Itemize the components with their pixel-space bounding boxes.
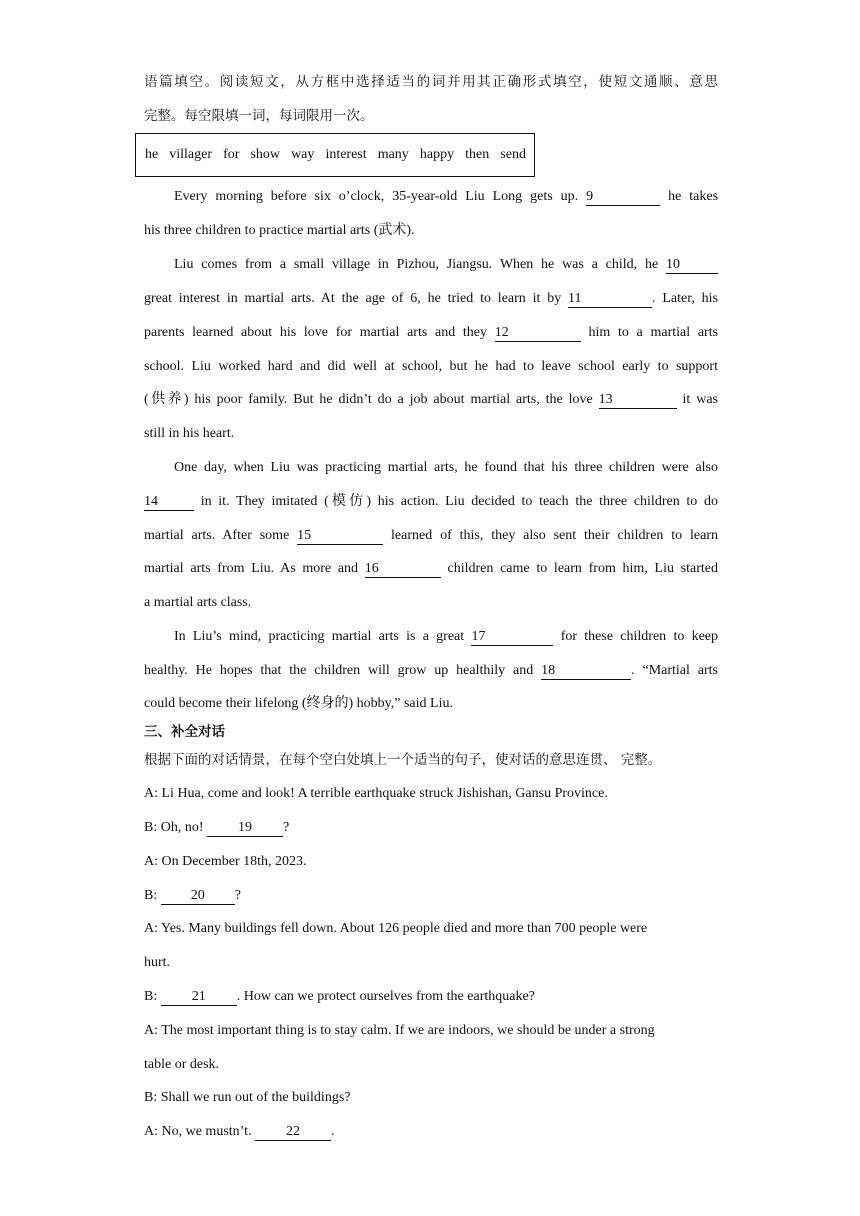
word-box-item: then	[465, 147, 490, 162]
dialogue-text: ?	[283, 820, 290, 835]
dialogue-line: A: The most important thing is to stay calm. If we are indoors, we should be under a strong	[144, 1023, 655, 1038]
blank-16[interactable]: 16	[365, 560, 441, 578]
passage-text: it was	[682, 392, 719, 407]
passage-line	[174, 187, 718, 207]
blank-15[interactable]: 15	[297, 527, 383, 545]
dialogue-line: A: Li Hua, come and look! A terrible earthquake struck Jishishan, Gansu Province.	[144, 786, 608, 801]
passage-line	[144, 390, 718, 410]
passage-text: In Liu’s mind, practicing martial arts is a great	[174, 629, 465, 644]
passage-text: (供养) his poor family. But he didn’t do a job about martial arts, the love	[144, 392, 593, 407]
blank-22[interactable]: 22	[255, 1123, 331, 1141]
passage-line: could become their lifelong (终身的) hobby,” said Liu.	[144, 696, 453, 711]
passage-line	[174, 627, 718, 647]
dialogue-text: B:	[144, 989, 158, 1004]
blank-20[interactable]: 20	[161, 887, 235, 905]
passage-line	[144, 526, 718, 546]
blank-12[interactable]: 12	[495, 324, 581, 342]
passage-line: a martial arts class.	[144, 595, 252, 610]
blank-11[interactable]: 11	[568, 290, 652, 308]
dialogue-text: ?	[234, 888, 241, 903]
passage-text: . “Martial arts	[631, 663, 718, 678]
passage-text: him to a martial arts	[588, 325, 719, 340]
blank-19[interactable]: 19	[207, 819, 283, 837]
blank-9[interactable]: 9	[586, 188, 660, 206]
passage-text: Liu comes from a small village in Pizhou, Jiangsu. When he was a child, he	[174, 257, 659, 272]
passage-line: still in his heart.	[144, 426, 235, 441]
instruction-line-2: 完整。每空限填一词，每词限用一次。	[144, 108, 374, 124]
dialogue-line: hurt.	[144, 955, 171, 970]
passage-text: healthy. He hopes that the children will grow up healthily and	[144, 663, 534, 678]
word-box-item: happy	[419, 147, 455, 162]
passage-text: parents learned about his love for martial arts and they	[144, 325, 488, 340]
dialogue-text: B: Oh, no!	[144, 820, 204, 835]
dialogue-text: .	[330, 1124, 335, 1139]
dialogue-line: A: On December 18th, 2023.	[144, 854, 307, 869]
instruction-line-1: 语篇填空。阅读短文，从方框中选择适当的词并用其正确形式填空，使短文通顺、意思	[144, 74, 718, 90]
word-box-item: he	[145, 147, 159, 162]
passage-line	[144, 559, 718, 579]
dialogue-line	[144, 1122, 718, 1142]
passage-text: children came to learn from him, Liu started	[447, 561, 719, 576]
word-box-item: many	[377, 147, 409, 162]
blank-17[interactable]: 17	[471, 628, 553, 646]
passage-line: school. Liu worked hard and did well at school, but he had to leave school early to support	[144, 359, 718, 374]
passage-text: martial arts. After some	[144, 528, 290, 543]
dialogue-text: A: No, we mustn’t.	[144, 1124, 252, 1139]
passage-text: great interest in martial arts. At the age of 6, he tried to learn it by	[144, 291, 562, 306]
passage-line: his three children to practice martial arts (武术).	[144, 223, 415, 238]
dialogue-line	[144, 818, 718, 838]
passage-text: in it. They imitated (模仿) his action. Liu decided to teach the three children to do	[200, 494, 718, 509]
dialogue-line	[144, 987, 718, 1007]
passage-line	[174, 255, 718, 275]
dialogue-text: B:	[144, 888, 158, 903]
word-box-item: show	[250, 147, 281, 162]
blank-10[interactable]: 10	[666, 256, 718, 274]
blank-21[interactable]: 21	[161, 988, 237, 1006]
passage-text: learned of this, they also sent their children to learn	[391, 528, 719, 543]
passage-line	[144, 323, 718, 343]
word-box-item: send	[500, 147, 526, 162]
blank-13[interactable]: 13	[599, 391, 677, 409]
passage-text: . Later, his	[652, 291, 718, 306]
blank-18[interactable]: 18	[541, 662, 631, 680]
passage-line	[144, 661, 718, 681]
word-box-item: interest	[325, 147, 367, 162]
passage-text: martial arts from Liu. As more and	[144, 561, 359, 576]
dialogue-line: table or desk.	[144, 1057, 220, 1072]
passage-line	[144, 492, 718, 512]
passage-text: he takes	[668, 189, 719, 204]
dialogue-line: A: Yes. Many buildings fell down. About 126 people died and more than 700 people were	[144, 921, 648, 936]
blank-14[interactable]: 14	[144, 493, 194, 511]
section-heading: 三、补全对话	[144, 724, 225, 740]
word-box-item: for	[223, 147, 240, 162]
dialogue-text: . How can we protect ourselves from the earthquake?	[236, 989, 535, 1004]
passage-line: One day, when Liu was practicing martial arts, he found that his three children were also	[174, 460, 718, 475]
word-box	[135, 133, 535, 177]
dialogue-line	[144, 886, 718, 906]
passage-text: Every morning before six o’clock, 35-year-old Liu Long gets up.	[174, 189, 579, 204]
word-box-item: way	[291, 147, 315, 162]
passage-text: for these children to keep	[560, 629, 719, 644]
word-box-item: villager	[169, 147, 213, 162]
dialogue-line: B: Shall we run out of the buildings?	[144, 1090, 351, 1105]
section-instruction: 根据下面的对话情景，在每个空白处填上一个适当的句子，使对话的意思连贯、 完整。	[144, 752, 662, 768]
passage-line	[144, 289, 718, 309]
